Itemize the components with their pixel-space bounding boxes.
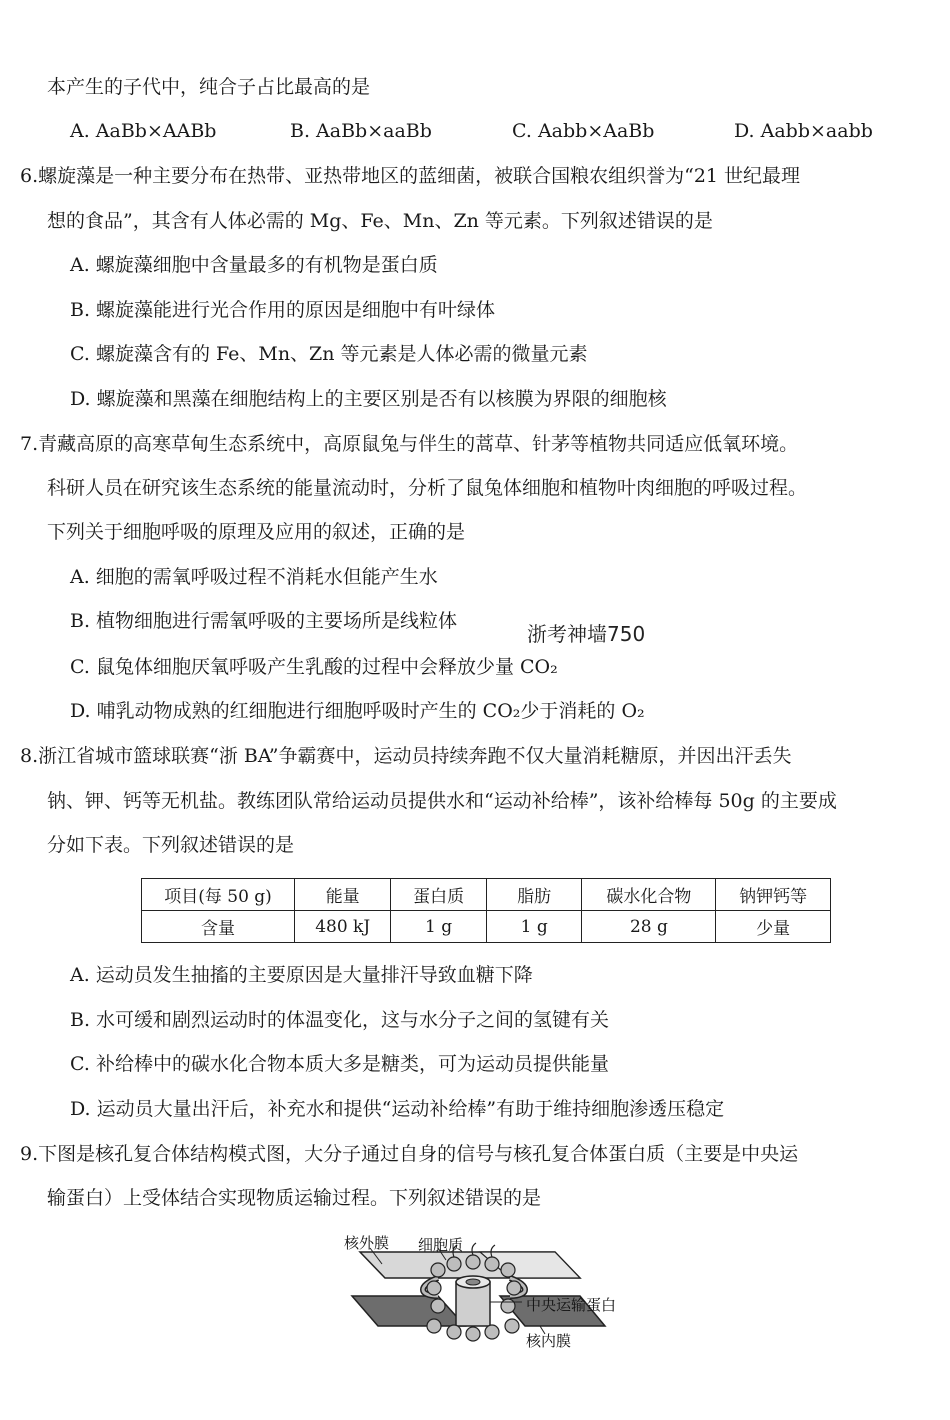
inner-membrane-left-shape (352, 1296, 465, 1326)
q7-option-a: A. 细胞的需氧呼吸过程不消耗水但能产生水 (70, 566, 438, 588)
q7-stem-line2: 科研人员在研究该生态系统的能量流动时，分析了鼠兔体细胞和植物叶肉细胞的呼吸过程。 (47, 477, 808, 499)
table-header-cell: 蛋白质 (391, 879, 487, 911)
nuclear-pore-figure (330, 1230, 650, 1360)
q5-stem-tail: 本产生的子代中，纯合子占比最高的是 (47, 76, 371, 98)
q7-stem-line1: 7.青藏高原的高寒草甸生态系统中，高原鼠兔与伴生的蒿草、针茅等植物共同适应低氧环境。 (20, 433, 799, 455)
table-header-cell: 碳水化合物 (582, 879, 716, 911)
q7-stem-line3: 下列关于细胞呼吸的原理及应用的叙述，正确的是 (47, 521, 466, 543)
q7-option-c: C. 鼠兔体细胞厌氧呼吸产生乳酸的过程中会释放少量 CO₂ (70, 656, 558, 678)
q7-option-b: B. 植物细胞进行需氧呼吸的主要场所是线粒体 (70, 610, 458, 632)
label-outer-membrane: 核外膜 (344, 1234, 390, 1252)
label-inner-membrane: 核内膜 (526, 1332, 572, 1350)
label-cytoplasm: 细胞质 (418, 1236, 464, 1254)
q5-option-a: A. AaBb×AABb (70, 120, 217, 142)
table-cell: 1 g (391, 911, 487, 943)
table-header-row (142, 879, 831, 911)
table-cell: 480 kJ (295, 911, 391, 943)
q8-option-c: C. 补给棒中的碳水化合物本质大多是糖类，可为运动员提供能量 (70, 1053, 609, 1075)
q6-option-d: D. 螺旋藻和黑藻在细胞结构上的主要区别是否有以核膜为界限的细胞核 (70, 388, 667, 410)
q8-stem-line3: 分如下表。下列叙述错误的是 (47, 834, 295, 856)
table-header-cell: 钠钾钙等 (716, 879, 831, 911)
q8-stem-line2: 钠、钾、钙等无机盐。教练团队常给运动员提供水和“运动补给棒”，该补给棒每 50g 的主要成 (47, 790, 837, 812)
q9-stem-line2: 输蛋白）上受体结合实现物质运输过程。下列叙述错误的是 (47, 1187, 542, 1209)
q8-option-b: B. 水可缓和剧烈运动时的体温变化，这与水分子之间的氢键有关 (70, 1009, 610, 1031)
table-cell: 1 g (486, 911, 582, 943)
q8-option-d: D. 运动员大量出汗后，补充水和提供“运动补给棒”有助于维持细胞渗透压稳定 (70, 1098, 725, 1120)
central-protein-channel (466, 1279, 480, 1285)
nutrition-table (141, 878, 831, 943)
table-header-cell: 能量 (295, 879, 391, 911)
table-cell: 28 g (582, 911, 716, 943)
table-header-cell: 项目(每 50 g) (142, 879, 295, 911)
q5-option-b: B. AaBb×aaBb (290, 120, 432, 142)
q9-stem-line1: 9.下图是核孔复合体结构模式图，大分子通过自身的信号与核孔复合体蛋白质（主要是中央运 (20, 1143, 799, 1165)
table-cell: 少量 (716, 911, 831, 943)
q6-option-a: A. 螺旋藻细胞中含量最多的有机物是蛋白质 (70, 254, 438, 276)
q5-option-c: C. Aabb×AaBb (512, 120, 655, 142)
q6-option-c: C. 螺旋藻含有的 Fe、Mn、Zn 等元素是人体必需的微量元素 (70, 343, 588, 365)
q6-option-b: B. 螺旋藻能进行光合作用的原因是细胞中有叶绿体 (70, 299, 496, 321)
q7-option-d: D. 哺乳动物成熟的红细胞进行细胞呼吸时产生的 CO₂少于消耗的 O₂ (70, 700, 645, 722)
table-header-cell: 脂肪 (486, 879, 582, 911)
label-central-transport-protein: 中央运输蛋白 (526, 1296, 617, 1314)
q6-stem-line1: 6.螺旋藻是一种主要分布在热带、亚热带地区的蓝细菌，被联合国粮农组织誉为“21 世纪最理 (20, 165, 801, 187)
q5-option-d: D. Aabb×aabb (734, 120, 873, 142)
table-row (142, 911, 831, 943)
q8-option-a: A. 运动员发生抽搐的主要原因是大量排汗导致血糖下降 (70, 964, 533, 986)
watermark: 浙考神墙750 (527, 622, 646, 646)
q8-stem-line1: 8.浙江省城市篮球联赛“浙 BA”争霸赛中，运动员持续奔跑不仅大量消耗糖原，并因出汗丢失 (20, 745, 792, 767)
table-cell: 含量 (142, 911, 295, 943)
q6-stem-line2: 想的食品”，其含有人体必需的 Mg、Fe、Mn、Zn 等元素。下列叙述错误的是 (47, 210, 713, 232)
